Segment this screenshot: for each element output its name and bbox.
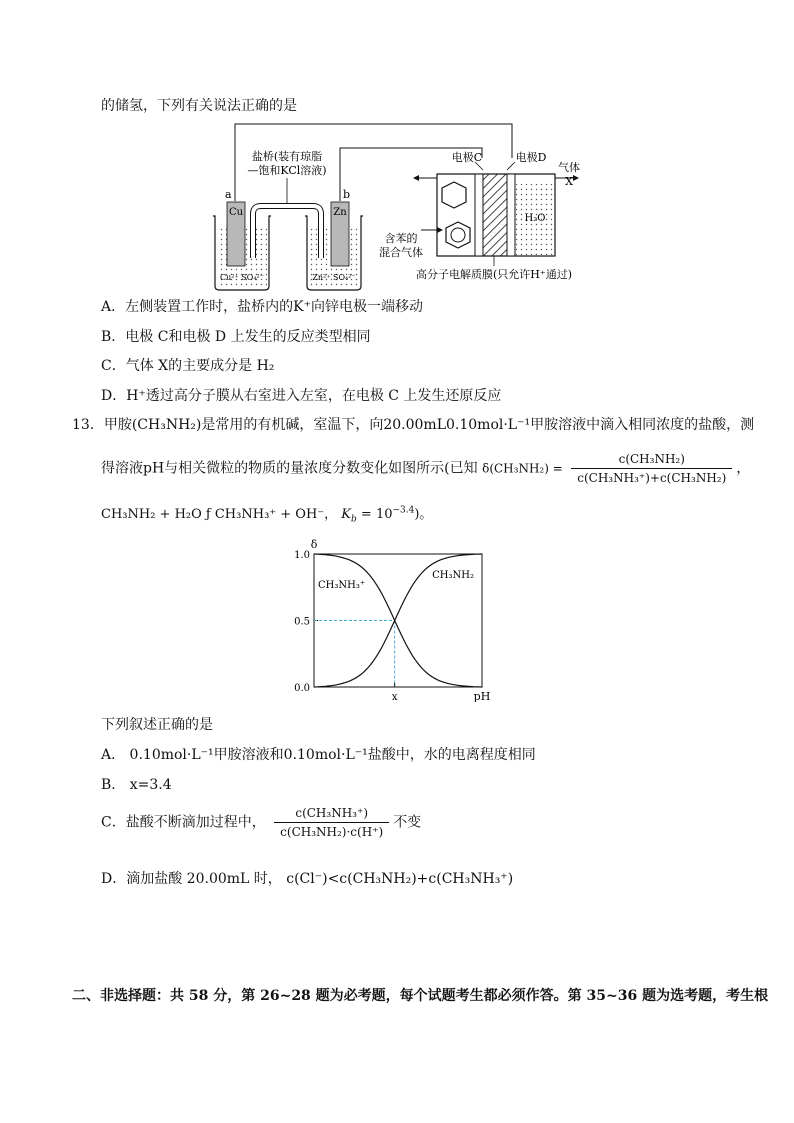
electrode-d-label: 电极D xyxy=(515,151,547,164)
series-label: CH₃NH₂ xyxy=(432,570,474,581)
label-b: b xyxy=(343,188,351,201)
membrane-label: 高分子电解质膜(只允许H⁺通过) xyxy=(416,268,572,281)
kb-eq: = 10 xyxy=(356,507,393,522)
benzene-gas-label-2: 混合气体 xyxy=(379,246,423,259)
q12-option-c: C．气体 X的主要成分是 H₂ xyxy=(101,358,275,374)
gas-x-label-2: X xyxy=(565,175,573,188)
delta-numerator: c(CH₃NH₂) xyxy=(571,452,732,469)
q12-option-d: D．H⁺透过高分子膜从右室进入左室，在电极 C 上发生还原反应 xyxy=(101,388,502,404)
gas-x-label-1: 气体 xyxy=(558,161,580,174)
q13-option-b: B． x=3.4 xyxy=(101,777,172,793)
kb-exp: −3.4 xyxy=(392,505,415,516)
q13-option-c-fraction xyxy=(274,806,389,839)
q13-option-c-denominator: c(CH₃NH₂)·c(H⁺) xyxy=(280,825,384,839)
water-label: H₂O xyxy=(524,213,546,224)
salt-bridge-label-2: —饱和KCl溶液) xyxy=(247,164,327,177)
right-solution: Zn²⁺ SO₄²⁻ xyxy=(312,273,356,282)
benzene-gas-label-1: 含苯的 xyxy=(384,232,418,245)
kb-label: K xyxy=(341,507,352,522)
x-tick-label: x xyxy=(391,692,398,702)
q13-option-d: D．滴加盐酸 20.00mL 时， c(Cl⁻)<c(CH₃NH₂)+c(CH₃NH₃⁺) xyxy=(101,871,514,887)
q13-stem-b: 得溶液pH与相关微粒的物质的量浓度分数变化如图所示(已知 xyxy=(101,460,478,477)
q12-option-a: A．左侧装置工作时，盐桥内的K⁺向锌电极一端移动 xyxy=(101,299,423,315)
delta-lhs: δ(CH₃NH₂) = xyxy=(482,461,563,476)
y-tick-label: 1.0 xyxy=(294,550,310,561)
q13-option-c-suffix: 不变 xyxy=(393,814,422,831)
stem-b-end: ， xyxy=(736,460,751,477)
delta-fraction xyxy=(571,452,732,485)
cu-label: Cu xyxy=(228,207,244,218)
y-axis-label: δ xyxy=(310,538,318,551)
q13-number: 13． xyxy=(72,417,104,433)
intro-line: 的储氢，下列有关说法正确的是 xyxy=(101,98,297,114)
zn-label: Zn xyxy=(333,207,347,218)
label-a: a xyxy=(225,188,232,201)
q13-stem-line1 xyxy=(72,414,754,434)
q13-equation-line xyxy=(101,503,432,525)
y-tick-label: 0.5 xyxy=(294,616,310,628)
eq-end: )。 xyxy=(414,507,433,522)
left-solution: Cu²⁺ SO₄²⁻ xyxy=(220,273,264,282)
electrolyzer xyxy=(413,162,579,266)
y-tick-label: 0.0 xyxy=(294,683,310,694)
electrode-c-label: 电极C xyxy=(451,151,483,164)
x-axis-label: pH xyxy=(473,690,491,702)
series-label: CH₃NH₃⁺ xyxy=(318,580,366,591)
electrochem-diagram xyxy=(205,118,585,313)
salt-bridge-label-1: 盐桥(装有琼脂 xyxy=(251,150,323,163)
q13-option-c-numerator: c(CH₃NH₃⁺) xyxy=(274,806,389,823)
equilibrium-equation: CH₃NH₂ + H₂O ƒ CH₃NH₃⁺ + OH⁻， xyxy=(101,507,338,522)
delta-denominator: c(CH₃NH₃⁺)+c(CH₃NH₂) xyxy=(577,471,727,485)
q13-option-c xyxy=(101,806,421,839)
q13-prompt: 下列叙述正确的是 xyxy=(101,717,213,733)
q12-option-b: B．电极 C和电极 D 上发生的反应类型相同 xyxy=(101,329,371,345)
q13-stem-line2 xyxy=(101,452,750,485)
kb-sub: b xyxy=(351,514,357,525)
delta-ph-chart xyxy=(282,532,502,702)
section-2-heading: 二、非选择题：共 58 分，第 26~28 题为必考题，每个试题考生都必须作答。第 35~36 题为选考题，考生根 xyxy=(72,988,769,1004)
q13-stem-a: 甲胺(CH₃NH₂)是常用的有机碱，室温下，向20.00mL0.10mol·L⁻¹甲胺溶液中滴入相同浓度的盐酸，测 xyxy=(103,417,755,433)
q13-option-c-prefix: C．盐酸不断滴加过程中， xyxy=(101,814,266,831)
q13-option-a: A． 0.10mol·L⁻¹甲胺溶液和0.10mol·L⁻¹盐酸中，水的电离程度相同 xyxy=(101,747,536,763)
